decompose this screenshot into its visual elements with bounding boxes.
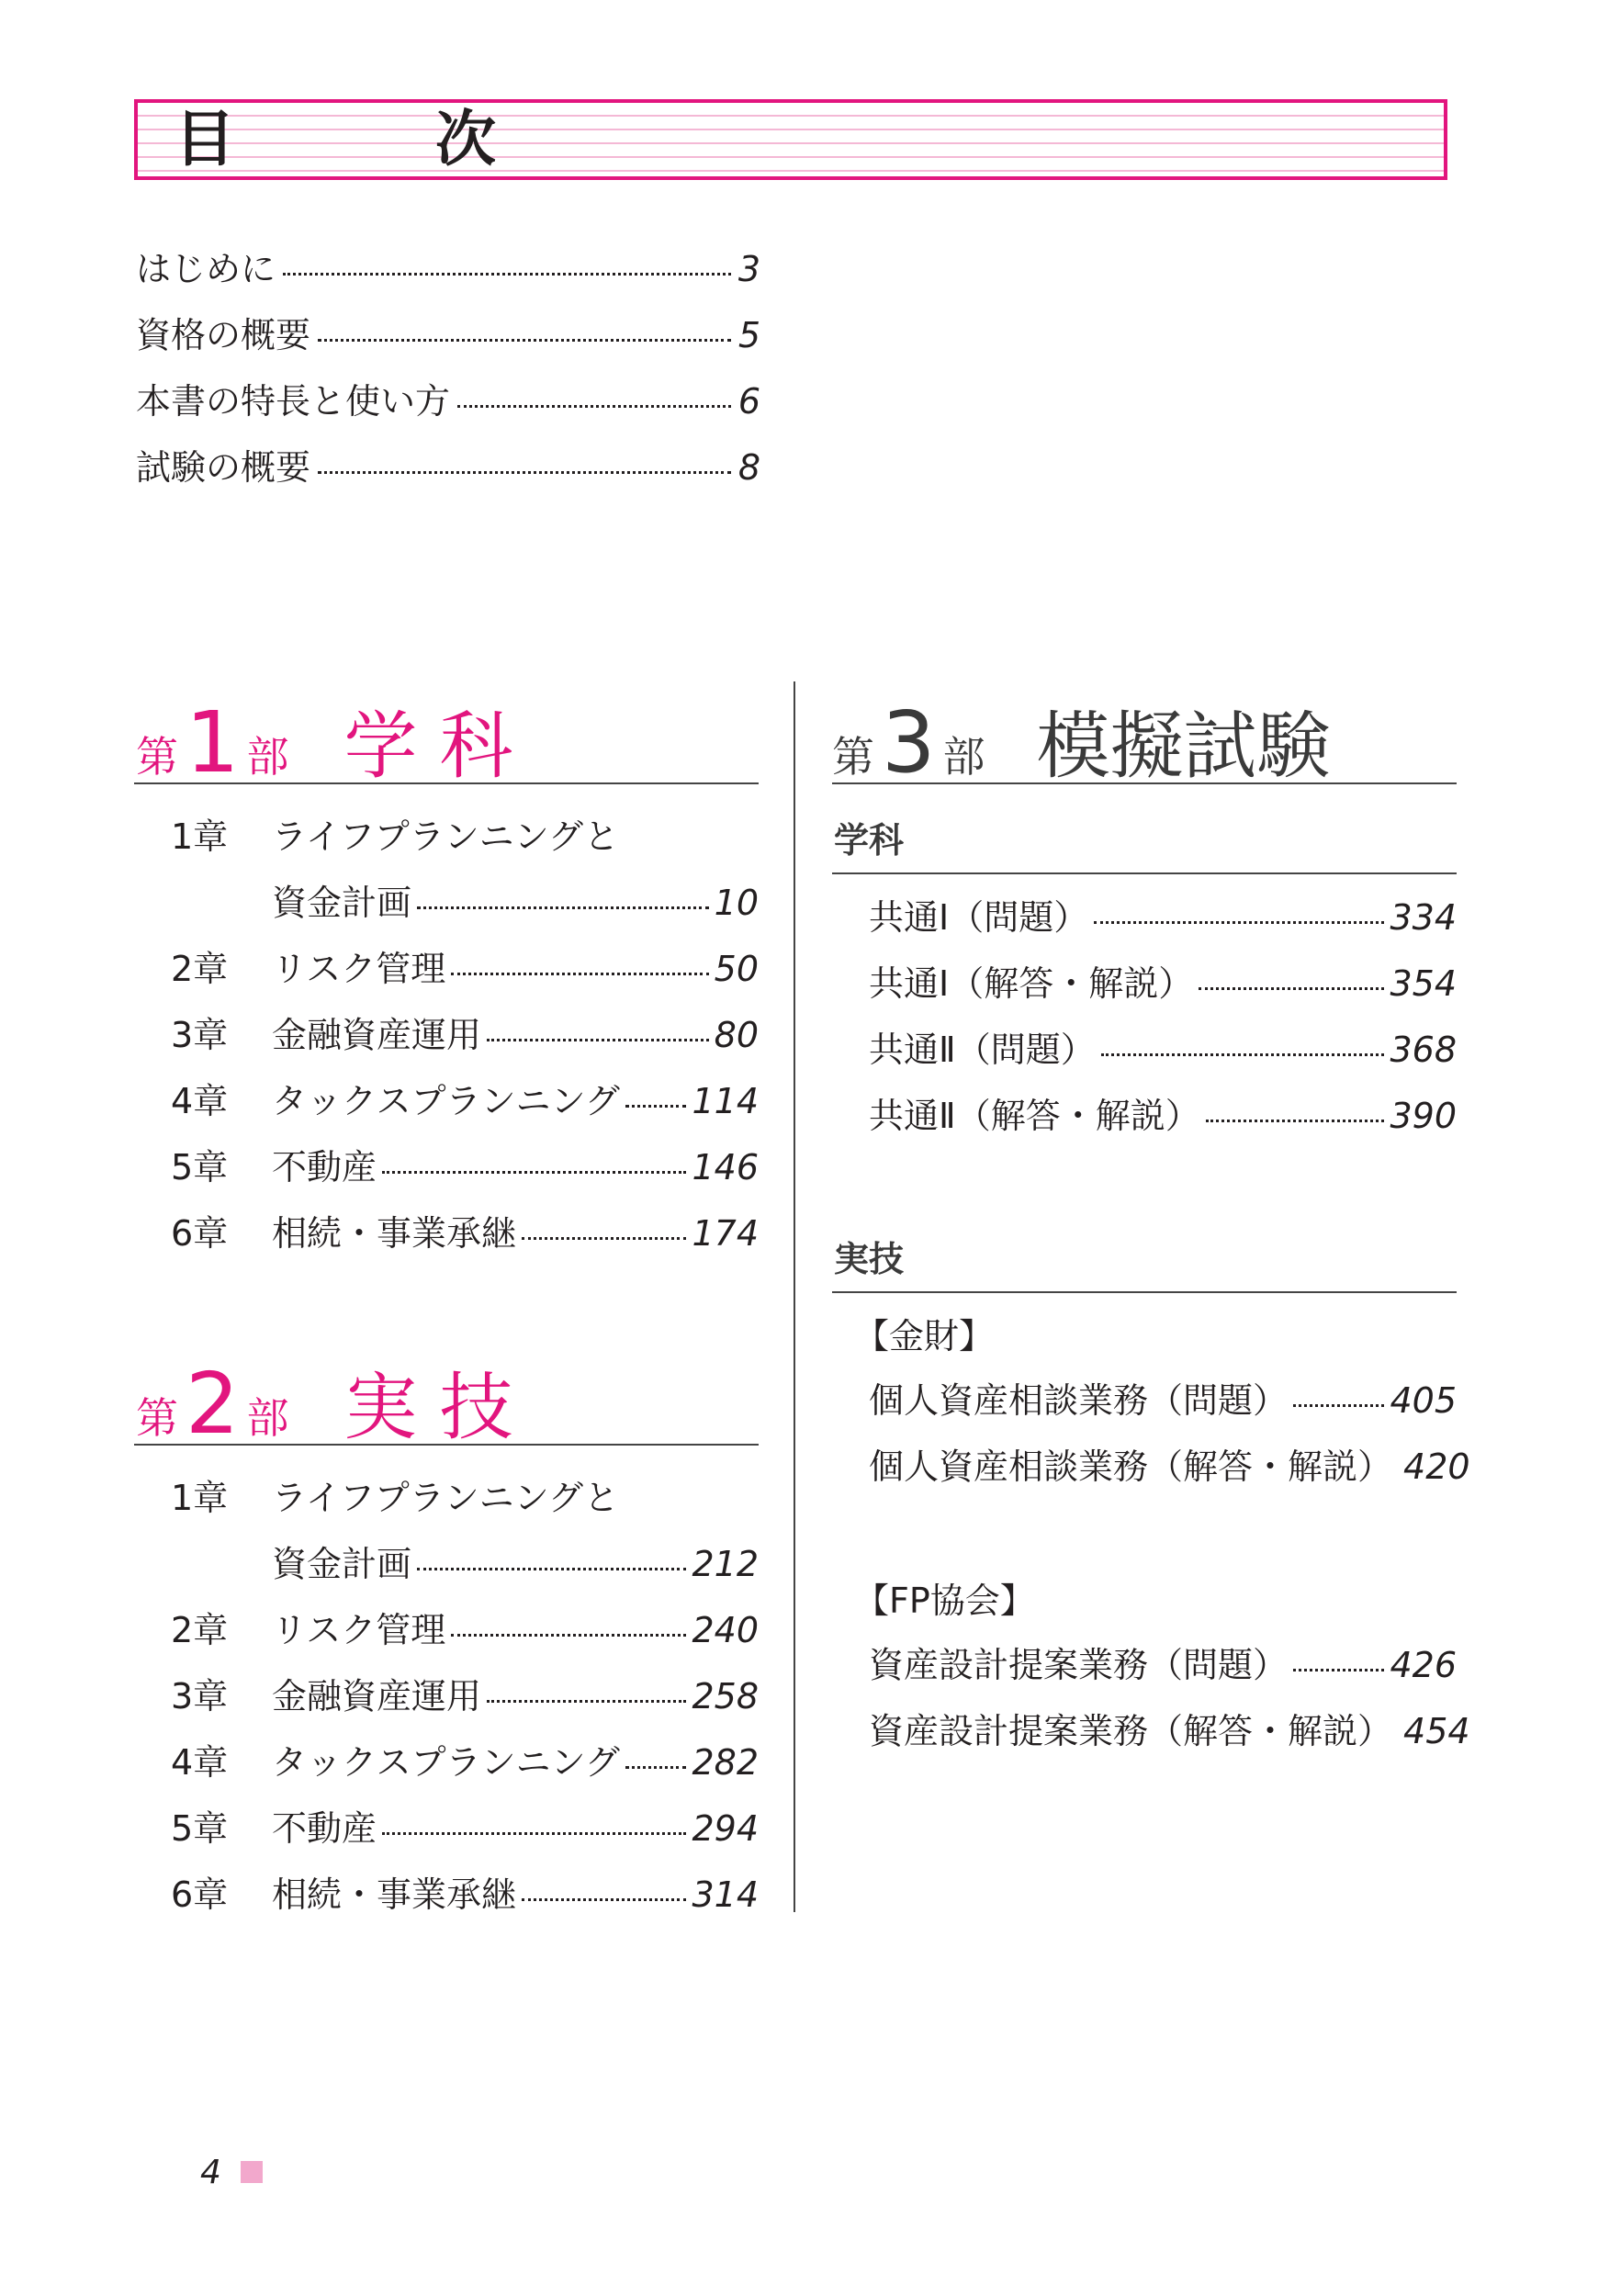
chapter-number: 4章 bbox=[171, 1742, 229, 1783]
entry-page: 294 bbox=[692, 1808, 759, 1849]
kinzai-heading: 【金財】 bbox=[854, 1316, 995, 1356]
part-suffix: 部 bbox=[246, 732, 289, 782]
part-prefix: 第 bbox=[832, 732, 874, 782]
divider bbox=[832, 1291, 1457, 1293]
intro-list bbox=[136, 241, 760, 505]
entry-page: 50 bbox=[714, 949, 759, 989]
part-number: 3 bbox=[882, 693, 936, 792]
entry-label: 共通Ⅱ（解答・解説） bbox=[869, 1096, 1200, 1136]
entry-page: 258 bbox=[692, 1676, 759, 1716]
entry-label: ライフプランニングと bbox=[272, 1478, 619, 1518]
entry-label: タックスプランニング bbox=[272, 1081, 620, 1121]
chapter-number: 6章 bbox=[171, 1874, 229, 1915]
chapter-number: 2章 bbox=[171, 949, 229, 989]
entry-label: 不動産 bbox=[272, 1147, 377, 1187]
part-name: 学科 bbox=[343, 703, 535, 789]
part-name: 実技 bbox=[343, 1365, 535, 1450]
toc-entry[interactable] bbox=[171, 874, 759, 940]
entry-page: 420 bbox=[1403, 1446, 1470, 1487]
toc-entry[interactable] bbox=[171, 1073, 759, 1139]
entry-page: 8 bbox=[737, 447, 760, 488]
entry-page: 5 bbox=[737, 315, 760, 355]
leader-dots bbox=[522, 1237, 686, 1240]
divider bbox=[832, 872, 1457, 874]
entry-label: 資金計画 bbox=[272, 1544, 412, 1584]
gakka-list bbox=[869, 889, 1457, 1154]
entry-label: タックスプランニング bbox=[272, 1742, 620, 1783]
chapter-number: 3章 bbox=[171, 1676, 229, 1716]
part1-chapters bbox=[171, 808, 759, 1271]
toc-entry[interactable] bbox=[171, 1602, 759, 1668]
part-name: 模擬試験 bbox=[1036, 703, 1331, 789]
entry-page: 6 bbox=[737, 381, 760, 422]
toc-entry[interactable] bbox=[869, 955, 1457, 1021]
entry-label: 金融資産運用 bbox=[272, 1015, 482, 1055]
entry-page: 314 bbox=[692, 1874, 759, 1915]
entry-page: 146 bbox=[692, 1147, 759, 1187]
part2-chapters bbox=[171, 1469, 759, 1932]
toc-entry[interactable] bbox=[869, 1087, 1457, 1154]
toc-entry[interactable] bbox=[171, 1205, 759, 1271]
chapter-number: 5章 bbox=[171, 1808, 229, 1849]
toc-entry[interactable] bbox=[171, 1668, 759, 1734]
leader-dots bbox=[451, 1634, 686, 1637]
toc-entry-intro-1[interactable] bbox=[136, 241, 760, 307]
entry-label: 試験の概要 bbox=[136, 447, 311, 488]
entry-label: 金融資産運用 bbox=[272, 1676, 482, 1716]
entry-page: 10 bbox=[714, 883, 759, 923]
chapter-number: 3章 bbox=[171, 1015, 229, 1055]
leader-dots bbox=[457, 405, 731, 408]
entry-page: 390 bbox=[1390, 1096, 1457, 1136]
jitsugi-heading: 実技 bbox=[834, 1239, 905, 1279]
toc-entry[interactable] bbox=[171, 1139, 759, 1205]
gakka-heading: 学科 bbox=[834, 820, 905, 861]
entry-label: 共通Ⅰ（解答・解説） bbox=[869, 963, 1194, 1004]
leader-dots bbox=[522, 1898, 686, 1901]
entry-label: はじめに bbox=[136, 249, 276, 289]
leader-dots bbox=[1293, 1404, 1384, 1407]
toc-entry-intro-3[interactable] bbox=[136, 373, 760, 439]
entry-label: 資産設計提案業務（解答・解説） bbox=[869, 1711, 1393, 1751]
leader-dots bbox=[1206, 1120, 1385, 1122]
toc-entry[interactable] bbox=[171, 808, 759, 874]
fp-list bbox=[869, 1637, 1470, 1769]
leader-dots bbox=[1199, 987, 1384, 990]
toc-entry[interactable] bbox=[171, 1469, 759, 1536]
toc-entry[interactable] bbox=[171, 1800, 759, 1866]
leader-dots bbox=[417, 906, 709, 909]
toc-entry-intro-2[interactable] bbox=[136, 307, 760, 373]
leader-dots bbox=[625, 1766, 687, 1769]
entry-label: 不動産 bbox=[272, 1808, 377, 1849]
entry-label: リスク管理 bbox=[272, 949, 446, 989]
entry-label: ライフプランニングと bbox=[272, 816, 619, 857]
leader-dots bbox=[417, 1568, 686, 1570]
toc-entry[interactable] bbox=[869, 1438, 1470, 1504]
page-title: 目 次 bbox=[174, 104, 566, 174]
page-marker-square bbox=[241, 2161, 263, 2183]
leader-dots bbox=[318, 471, 731, 474]
entry-page: 3 bbox=[737, 249, 760, 289]
leader-dots bbox=[625, 1105, 687, 1108]
entry-page: 405 bbox=[1390, 1380, 1457, 1421]
part-number: 2 bbox=[186, 1355, 240, 1453]
entry-page: 426 bbox=[1390, 1645, 1457, 1685]
divider bbox=[832, 782, 1457, 784]
entry-page: 212 bbox=[692, 1544, 759, 1584]
toc-entry[interactable] bbox=[171, 1734, 759, 1800]
entry-page: 80 bbox=[714, 1015, 759, 1055]
part-prefix: 第 bbox=[136, 1393, 178, 1443]
toc-entry[interactable] bbox=[171, 940, 759, 1007]
part2-heading bbox=[136, 1348, 535, 1454]
entry-page: 240 bbox=[692, 1610, 759, 1650]
entry-label: 共通Ⅰ（問題） bbox=[869, 897, 1089, 938]
entry-label: 本書の特長と使い方 bbox=[136, 381, 451, 422]
toc-entry[interactable] bbox=[171, 1536, 759, 1602]
entry-label: 個人資産相談業務（問題） bbox=[869, 1380, 1289, 1421]
chapter-number: 6章 bbox=[171, 1213, 229, 1254]
entry-page: 282 bbox=[692, 1742, 759, 1783]
entry-label: 相続・事業承継 bbox=[272, 1874, 517, 1915]
leader-dots bbox=[382, 1171, 686, 1174]
entry-label: リスク管理 bbox=[272, 1610, 446, 1650]
entry-page: 354 bbox=[1390, 963, 1457, 1004]
leader-dots bbox=[382, 1832, 686, 1835]
entry-label: 相続・事業承継 bbox=[272, 1213, 517, 1254]
part-suffix: 部 bbox=[246, 1393, 289, 1443]
leader-dots bbox=[1094, 921, 1384, 924]
part-suffix: 部 bbox=[942, 732, 985, 782]
toc-entry[interactable] bbox=[869, 1703, 1470, 1769]
leader-dots bbox=[487, 1700, 686, 1703]
entry-page: 114 bbox=[692, 1081, 759, 1121]
part-prefix: 第 bbox=[136, 732, 178, 782]
entry-label: 資金計画 bbox=[272, 883, 412, 923]
toc-entry[interactable] bbox=[171, 1007, 759, 1073]
toc-entry[interactable] bbox=[869, 1637, 1457, 1703]
leader-dots bbox=[487, 1039, 709, 1041]
chapter-number: 5章 bbox=[171, 1147, 229, 1187]
leader-dots bbox=[1293, 1669, 1384, 1671]
divider bbox=[134, 1444, 759, 1446]
chapter-number: 4章 bbox=[171, 1081, 229, 1121]
leader-dots bbox=[1101, 1053, 1385, 1056]
divider bbox=[134, 782, 759, 784]
entry-page: 454 bbox=[1403, 1711, 1470, 1751]
entry-label: 共通Ⅱ（問題） bbox=[869, 1030, 1096, 1070]
chapter-number: 1章 bbox=[171, 1478, 229, 1518]
toc-entry[interactable] bbox=[869, 1021, 1457, 1087]
entry-label: 資格の概要 bbox=[136, 315, 311, 355]
chapter-number: 2章 bbox=[171, 1610, 229, 1650]
entry-page: 368 bbox=[1390, 1030, 1457, 1070]
toc-title-box bbox=[134, 99, 1447, 180]
entry-page: 174 bbox=[692, 1213, 759, 1254]
part3-heading bbox=[832, 687, 1331, 793]
part-number: 1 bbox=[186, 693, 240, 792]
toc-entry[interactable] bbox=[171, 1866, 759, 1932]
part1-heading bbox=[136, 687, 535, 793]
fp-heading: 【FP協会】 bbox=[854, 1581, 1035, 1621]
leader-dots bbox=[283, 273, 731, 276]
toc-entry-intro-4[interactable] bbox=[136, 439, 760, 505]
entry-label: 個人資産相談業務（解答・解説） bbox=[869, 1446, 1393, 1487]
chapter-number: 1章 bbox=[171, 816, 229, 857]
toc-entry[interactable] bbox=[869, 889, 1457, 955]
kinzai-list bbox=[869, 1372, 1470, 1504]
toc-entry[interactable] bbox=[869, 1372, 1457, 1438]
page-number: 4 bbox=[200, 2154, 221, 2191]
entry-label: 資産設計提案業務（問題） bbox=[869, 1645, 1289, 1685]
column-divider bbox=[794, 681, 795, 1912]
leader-dots bbox=[318, 339, 731, 342]
leader-dots bbox=[451, 973, 708, 975]
entry-page: 334 bbox=[1390, 897, 1457, 938]
